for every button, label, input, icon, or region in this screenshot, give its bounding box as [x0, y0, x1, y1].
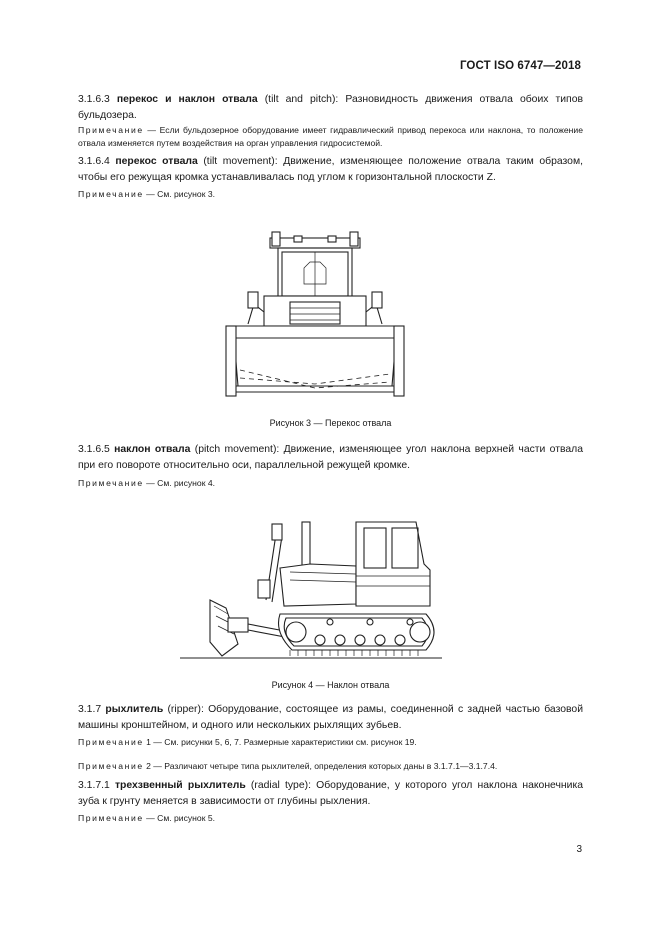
page-number: 3 [576, 844, 582, 855]
clause-definition: (radial type): Оборудование, у которого угол наклона наконечника зуба к грунту меняется в зависимости от глубины рыхления. [78, 780, 583, 807]
clause-number: 3.1.6.4 [78, 156, 116, 167]
note-text: — См. рисунок 3. [143, 189, 216, 199]
clause-number: 3.1.6.3 [78, 94, 117, 105]
clause-definition: (tilt and pitch): Разновидность движения отвала обоих типов бульдозера. [78, 94, 583, 121]
clause-definition: (ripper): Оборудование, состоящее из рамы, соединенной с задней частью базовой машины кронштейном, и одного или нескольких рыхлящих зубьев. [78, 704, 584, 731]
note-4 [78, 736, 583, 749]
clause-3-1-6-4 [78, 154, 583, 185]
note-label: Примечание [78, 189, 144, 199]
note-6 [78, 812, 583, 825]
note-label: Примечание [78, 125, 144, 135]
figure-4-caption: Рисунок 4 — Наклон отвала [271, 680, 390, 690]
note-label: Примечание [78, 737, 144, 747]
note-text: 2 — Различают четыре типа рыхлителей, определения которых даны в 3.1.7.1—3.1.7.4. [143, 761, 498, 771]
figure-4-bulldozer-side-view [180, 514, 442, 664]
clause-term: перекос отвала [115, 156, 198, 167]
note-3 [78, 477, 583, 490]
note-1 [78, 124, 583, 150]
clause-term: рыхлитель [105, 704, 164, 715]
clause-term: трехзвенный рыхлитель [114, 780, 246, 791]
clause-definition: (tilt movement): Движение, изменяющее положение отвала таким образом, чтобы его режущая кромка устанавливалась под углом к горизонтальной плоскости Z. [78, 156, 583, 183]
note-label: Примечание [78, 478, 144, 488]
note-2 [78, 188, 583, 201]
track-shoe-marks [290, 650, 418, 656]
standard-header: ГОСТ ISO 6747—2018 [459, 60, 581, 72]
clause-3-1-6-5 [78, 442, 583, 473]
figure-3-caption: Рисунок 3 — Перекос отвала [269, 418, 392, 428]
clause-3-1-7 [78, 702, 583, 733]
clause-3-1-7-1 [78, 778, 583, 809]
note-5 [78, 760, 583, 773]
clause-number: 3.1.7.1 [78, 780, 115, 791]
note-label: Примечание [78, 813, 144, 823]
clause-term: перекос и наклон отвала [116, 94, 258, 105]
clause-number: 3.1.7 [78, 704, 106, 715]
clause-term: наклон отвала [114, 444, 191, 455]
clause-definition: (pitch movement): Движение, изменяющее угол наклона верхней части отвала при его повороте относительно оси, параллельной режущей кромке. [78, 444, 583, 471]
note-text: 1 — См. рисунки 5, 6, 7. Размерные характеристики см. рисунок 19. [143, 737, 417, 747]
note-text: — Если бульдозерное оборудование имеет гидравлический привод перекоса или наклона, то положение отвала изменяется путем воздействия на орган управления гидросистемой. [78, 125, 583, 148]
note-text: — См. рисунок 4. [143, 478, 216, 488]
note-text: — См. рисунок 5. [143, 813, 216, 823]
clause-3-1-6-3 [78, 92, 583, 123]
note-label: Примечание [78, 761, 144, 771]
clause-number: 3.1.6.5 [78, 444, 115, 455]
figure-3-bulldozer-front-view [220, 228, 410, 406]
